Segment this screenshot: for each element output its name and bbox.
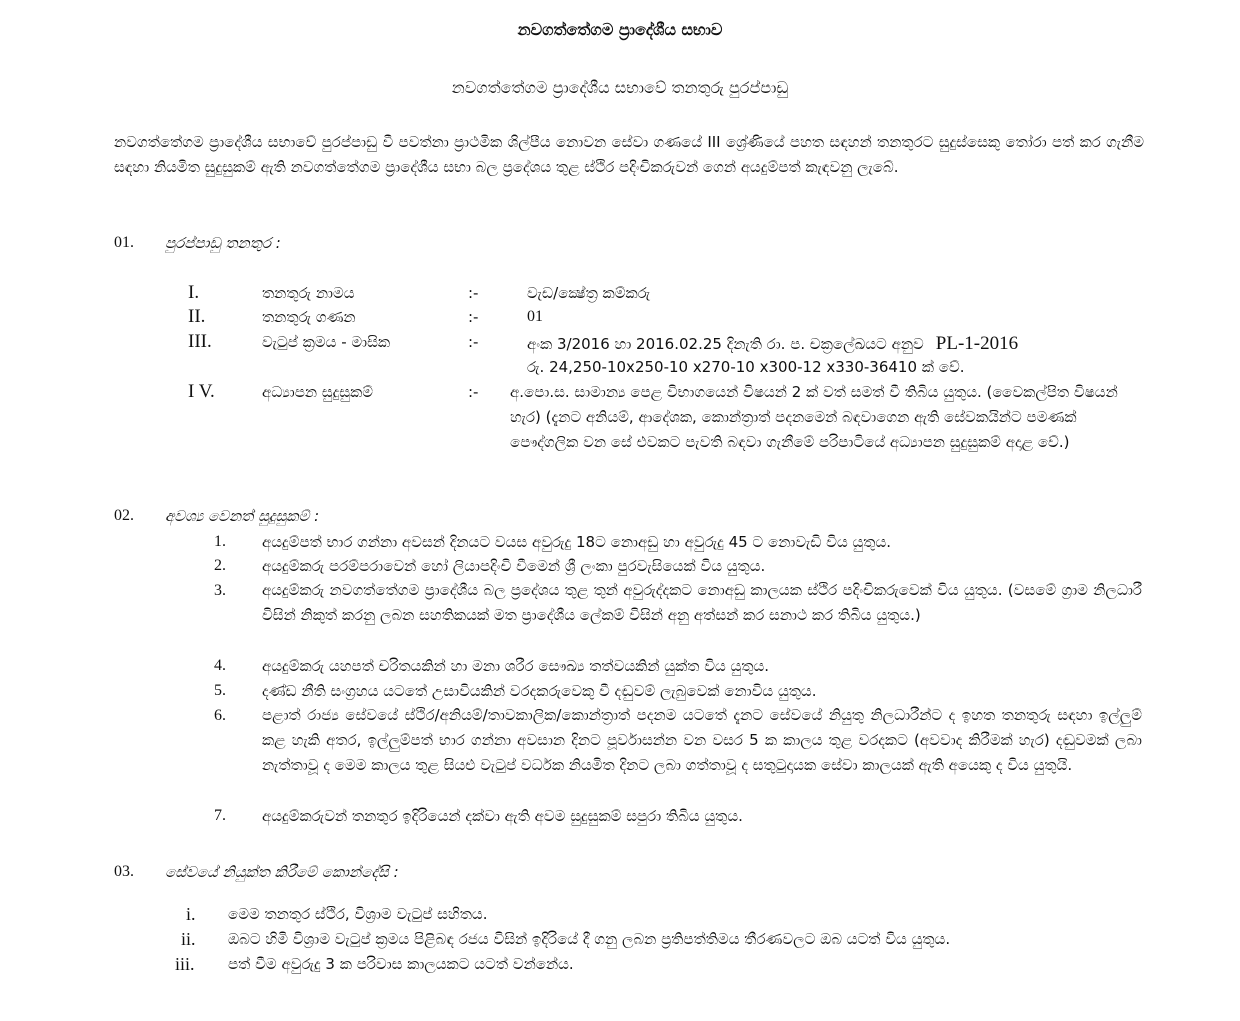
s2-item-4-number: 4. (214, 657, 226, 674)
s2-item-3-text: අයදුම්කරු නවගත්තේගම ප්‍රාදේශීය බල ප්‍රදේශය තුළ තුන් අවුරුද්දකට නොඅඩු කාලයක ස්ථිර පදිංචිකරුවෙක් විය යුතුය. (වසමේ ග්‍රාම නිලධාරී විසින් නිකුත් කරනු ලබන සහතිකයක් මත ප්‍රාදේශීය ලේකම් විසින් අනු අත්සන් කර සනාථ කර තිබිය යුතුය.) (262, 581, 1142, 624)
row-3-circular-text: අංක 3/2016 හා 2016.02.25 දිනැති රා. ප. චක්‍රලේඛයට අනුව (527, 335, 924, 353)
section-3-number: 03. (114, 863, 134, 880)
row-1-label: තනතුරු නාමය (262, 284, 355, 302)
s3-item-2-text: ඔබට හිමි විශ්‍රාම වැටුප් ක්‍රමය පිළිබඳ රජය විසින් ඉදිරියේ දී ගනු ලබන ප්‍රතිපත්තිමය තීරණවලට ඔබ යටත් විය යුතුය. (228, 930, 951, 948)
section-3-heading: සේවයේ නියුක්ත කිරීමේ කොන්දේසි : (165, 863, 399, 881)
s2-item-1-number: 1. (214, 533, 226, 550)
row-3-value-line2: රු. 24,250-10x250-10 x270-10 x300-12 x330-36410 ක් වේ. (527, 358, 965, 376)
s2-item-2-text: අයදුම්කරු පරම්පරාවෙන් හෝ ලියාපදිංචි වීමෙන් ශ්‍රී ලංකා පුරවැසියෙක් විය යුතුය. (262, 557, 766, 575)
row-1-roman: I. (188, 282, 200, 303)
row-3-value-line1 (527, 333, 1018, 355)
row-3-pl-code: PL-1-2016 (935, 333, 1019, 354)
s2-item-7-text: අයදුම්කරුවන් තනතුර ඉදිරියෙන් දක්වා ඇති අවම සුදුසුකම් සපුරා තිබිය යුතුය. (262, 807, 743, 825)
s3-item-1-text: මෙම තනතුර ස්ථිර, විශ්‍රාම වැටුප් සහිතය. (228, 905, 488, 923)
page-subtitle: නවගත්තේගම ප්‍රාදේශීය සභාවේ තනතුරු පුරප්පාඩු (451, 78, 789, 97)
s2-item-5-text: දණ්ඩ නීති සංග්‍රහය යටතේ උසාවියකින් වරදකරුවෙකු වී දඬුවම් ලැබුවෙක් නොවිය යුතුය. (262, 682, 817, 700)
s2-item-5-number: 5. (214, 682, 226, 699)
s2-item-6-number: 6. (214, 707, 226, 724)
s3-item-1-number: i. (186, 904, 196, 924)
row-4-roman: I V. (188, 381, 215, 402)
section-2-number: 02. (114, 507, 134, 524)
row-4-label: අධ්‍යාපන සුදුසුකම් (262, 383, 374, 401)
row-4-value: අ.පො.ස. සාමාන්‍ය පෙළ විභාගයෙන් විෂයන් 2 ක් වත් සමත් වී තිබිය යුතුය. (වෛකල්පිත විෂයන් හැර) (දැනට අනියම්, ආදේශක, කොන්ත්‍රාත් පදනමෙන් බඳවාගෙන ඇති සේවකයින්ට පමණක් පෞද්ගලික වන සේ එවකට පැවති බඳවා ගැනීමේ පරිපාටියේ අධ්‍යාපන සුදුසුකම් අදාළ වේ.) (510, 383, 1118, 451)
s3-item-3-number: iii. (175, 954, 195, 974)
section-1-heading: පුරප්පාඩු තනතුර : (165, 234, 281, 252)
row-4-sep: :- (468, 383, 479, 401)
row-1-value: වැඩ/ක්‍ෂේත්‍ර කම්කරු (527, 284, 651, 302)
row-1-sep: :- (468, 284, 479, 302)
intro-paragraph: නවගත්තේගම ප්‍රාදේශීය සභාවේ පුරප්පාඩු වී පවත්නා ප්‍රාථමික ශිල්පීය නොවන සේවා ගණයේ III ශ්‍රේණියේ පහත සඳහන් තනතුරට සුදුස්සෙකු තෝරා පත් කර ගැනීම සඳහා නියමිත සුදුසුකම් ඇති නවගත්තේගම ප්‍රාදේශීය සභා බල ප්‍රදේශය තුළ ස්ථිර පදිංචිකරුවන් ගෙන් අයදුම්පත් කැඳවනු ලැබේ. (114, 133, 1144, 176)
section-1-number: 01. (114, 234, 134, 251)
s2-item-4-text: අයදුම්කරු යහපත් චරිතයකින් හා මනා ශරීර සෞඛ්‍ය තත්වයකින් යුක්ත විය යුතුය. (262, 657, 770, 675)
s2-item-2-number: 2. (214, 557, 226, 574)
s2-item-6-text: පළාත් රාජ්‍ය සේවයේ ස්ථිර/අනියම්/තාවකාලික/කොන්ත්‍රාත් පදනම යටතේ දැනට සේවයේ නියුතු නිලධාරීන්ට ද ඉහත තනතුරු සඳහා ඉල්ලුම් කළ හැකි අතර, ඉල්ලුම්පත් භාර ගන්නා අවසාන දිනට පූර්වාසන්න වන වසර 5 ක කාලය තුළ වරදකට (අවවාද කිරීමක් හැර) දඬුවමක් ලබා නැත්තාවූ ද මෙම කාලය තුළ සියළු වැටුප් වර්ධක නියමිත දිනට ලබා ගත්තාවූ ද සතුටුදායක සේවා කාලයක් ඇති අයෙකු ද විය යුතුයි. (262, 706, 1142, 774)
page-title: නවගත්තේගම ප්‍රාදේශීය සභාව (517, 20, 723, 39)
s2-item-1-text: අයදුම්පත් භාර ගන්නා අවසන් දිනයට වයස අවුරුදු 18ට නොඅඩු හා අවුරුදු 45 ට නොවැඩි විය යුතුය. (262, 533, 892, 551)
s2-item-7-number: 7. (214, 807, 226, 824)
row-3-label: වැටුප් ක්‍රමය - මාසික (262, 333, 391, 351)
s2-item-3-number: 3. (214, 582, 226, 599)
row-2-label: තනතුරු ගණන (262, 308, 356, 326)
section-2-heading: අවශ්‍ය වෙනත් සුදුසුකම් : (165, 507, 320, 525)
row-2-roman: II. (188, 306, 206, 327)
row-2-sep: :- (468, 308, 479, 326)
row-3-roman: III. (188, 331, 212, 352)
s3-item-2-number: ii. (181, 929, 196, 949)
row-2-value: 01 (527, 308, 543, 325)
s3-item-3-text: පත් වීම අවුරුදු 3 ක පරිවාස කාලයකට යටත් වන්නේය. (228, 955, 574, 973)
row-3-sep: :- (468, 333, 479, 351)
